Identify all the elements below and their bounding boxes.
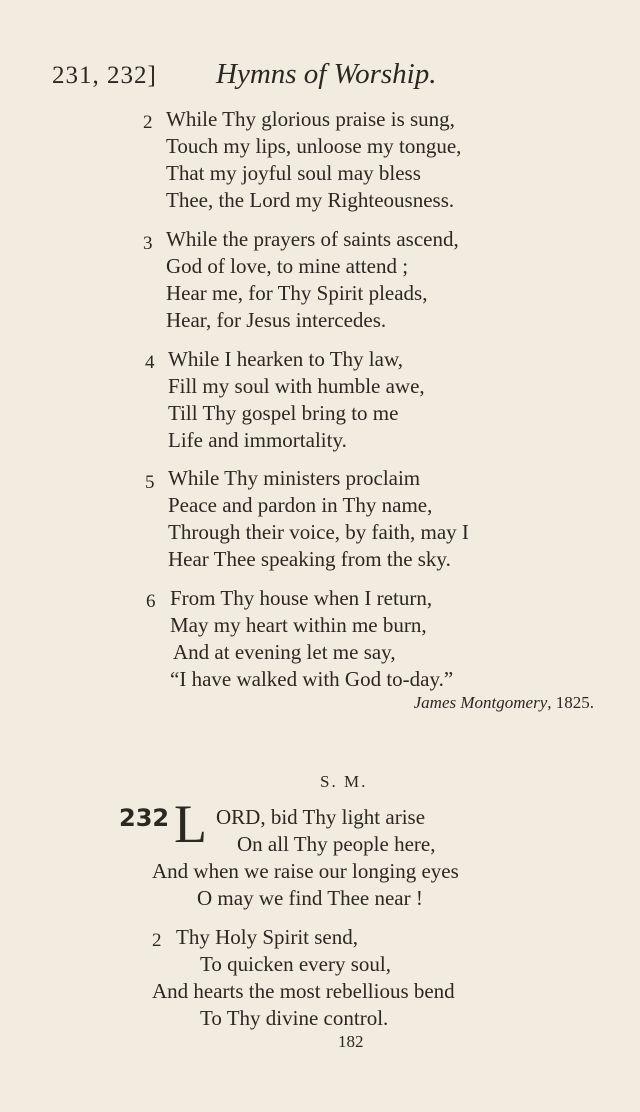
verse-line: Thy Holy Spirit send, [176,925,358,949]
verse-line: God of love, to mine attend ; [166,254,409,278]
verse-number: 5 [145,472,155,493]
page-header [52,58,492,98]
verse-number: 6 [146,591,156,612]
header-hymn-numbers: 231, 232] [52,62,157,89]
page-number: 182 [338,1032,364,1051]
verse-line: That my joyful soul may bless [166,161,421,185]
verse-line: Life and immortality. [168,428,347,452]
verse-line: While Thy glorious praise is sung, [166,107,455,131]
hymn-attribution [414,693,594,713]
verse-line: Hear me, for Thy Spirit pleads, [166,281,428,305]
hymn-number: 232 [119,804,170,832]
verse-line: O may we find Thee near ! [197,886,423,910]
verse-line: From Thy house when I return, [170,586,433,610]
verse-line: Thee, the Lord my Righteousness. [166,188,455,212]
verse-line: Fill my soul with humble awe, [168,374,425,398]
verse-number: 3 [143,233,153,254]
verse-number: 2 [152,930,162,951]
verse-line: Touch my lips, unloose my tongue, [166,134,462,158]
verse-line: On all Thy people here, [237,832,436,856]
verse-number: 4 [145,352,155,373]
running-title: Hymns of Worship. [216,58,437,90]
attribution-year: , 1825. [547,693,594,712]
verse-line: Peace and pardon in Thy name, [168,493,433,517]
verse-line: While the prayers of saints ascend, [166,227,459,251]
verse-line: And hearts the most rebellious bend [152,979,455,1003]
verse-line: Till Thy gospel bring to me [168,401,399,425]
verse-line: Hear, for Jesus intercedes. [166,308,387,332]
verse-line: And when we raise our longing eyes [152,859,459,883]
drop-cap-letter: L [174,794,207,854]
verse-line: To quicken every soul, [200,952,391,976]
show-through-decoration [520,330,529,381]
verse-number: 2 [143,112,153,133]
verse-line: While I hearken to Thy law, [168,347,403,371]
verse-line: “I have walked with God to-day.” [170,667,454,691]
verse-line: While Thy ministers proclaim [168,466,421,490]
hymn-meter: S. M. [320,772,368,791]
verse-line: Through their voice, by faith, may I [168,520,469,544]
verse-line: And at evening let me say, [173,640,396,664]
verse-line: To Thy divine control. [200,1006,389,1030]
verse-line: ORD, bid Thy light arise [216,805,426,829]
author-name: James Montgomery [413,693,548,712]
verse-line: May my heart within me burn, [170,613,427,637]
verse-line: Hear Thee speaking from the sky. [168,547,451,571]
